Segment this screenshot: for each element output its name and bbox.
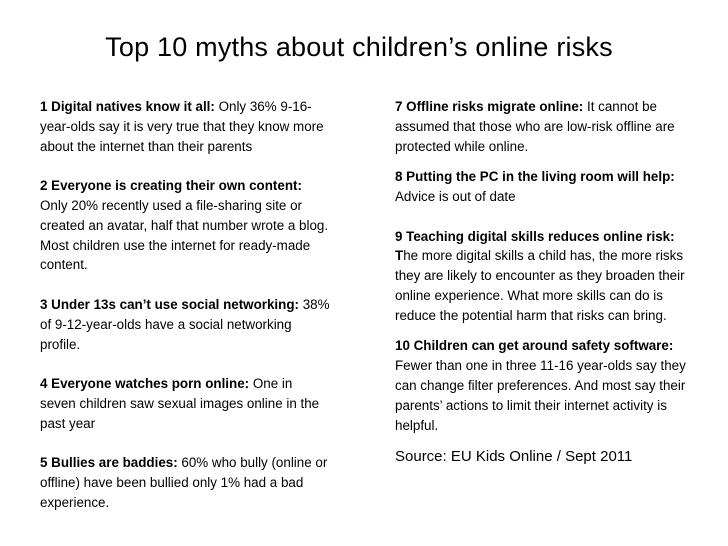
myth-text: One in seven children saw sexual images online in the past year bbox=[40, 376, 320, 431]
right-column bbox=[395, 97, 695, 467]
myth-item-8 bbox=[395, 167, 695, 207]
myth-heading: 7 Offline risks migrate online: bbox=[395, 99, 584, 114]
myth-text: 60% who bully (online or offline) have been bullied only 1% had a bad experience. bbox=[40, 455, 328, 510]
myth-item-10 bbox=[395, 336, 695, 435]
myth-heading: 2 Everyone is creating their own content: bbox=[40, 178, 302, 194]
myth-item-2 bbox=[40, 176, 330, 275]
source-citation: Source: EU Kids Online / Sept 2011 bbox=[395, 448, 633, 466]
slide-title: Top 10 myths about children’s online risks bbox=[105, 32, 613, 62]
left-column bbox=[40, 97, 330, 533]
myth-text: Advice is out of date bbox=[395, 188, 516, 204]
myth-text: Only 36% 9-16-year-olds say it is very true that they know more about the internet than their parents bbox=[40, 99, 324, 154]
myth-item-9 bbox=[395, 227, 695, 326]
myth-text: he more digital skills a child has, the more risks they are likely to encounter as they broaden their online experience. What more skills can do is reduce the potential harm that risks can bring. bbox=[395, 248, 685, 323]
myth-text: It cannot be assumed that those who are low-risk offline are protected while online. bbox=[395, 99, 675, 154]
myth-item-4 bbox=[40, 374, 330, 433]
myth-heading: 9 Teaching digital skills reduces online risk: T bbox=[395, 228, 675, 264]
myth-heading: 10 Children can get around safety software: bbox=[395, 338, 674, 354]
myth-item-1 bbox=[40, 97, 330, 156]
myth-heading: 1 Digital natives know it all: bbox=[40, 99, 215, 114]
myth-heading: 5 Bullies are baddies: bbox=[40, 455, 178, 471]
myth-item-7 bbox=[395, 97, 695, 156]
myth-item-3 bbox=[40, 295, 330, 354]
myth-item-5 bbox=[40, 453, 330, 512]
myth-text: 38% of 9-12-year-olds have a social networking profile. bbox=[40, 296, 330, 352]
myth-heading: 4 Everyone watches porn online: bbox=[40, 376, 250, 392]
myth-heading: 8 Putting the PC in the living room will help: bbox=[395, 169, 675, 185]
myth-text: Only 20% recently used a file-sharing site or created an avatar, half that number wrote a blog. Most children use the internet for ready-made content. bbox=[40, 197, 329, 273]
myth-heading: 3 Under 13s can’t use social networking: bbox=[40, 296, 299, 312]
myth-text: Fewer than one in three 11-16 year-olds say they can change filter preferences. And most say their parents’ actions to limit their internet activity is helpful. bbox=[395, 358, 686, 433]
